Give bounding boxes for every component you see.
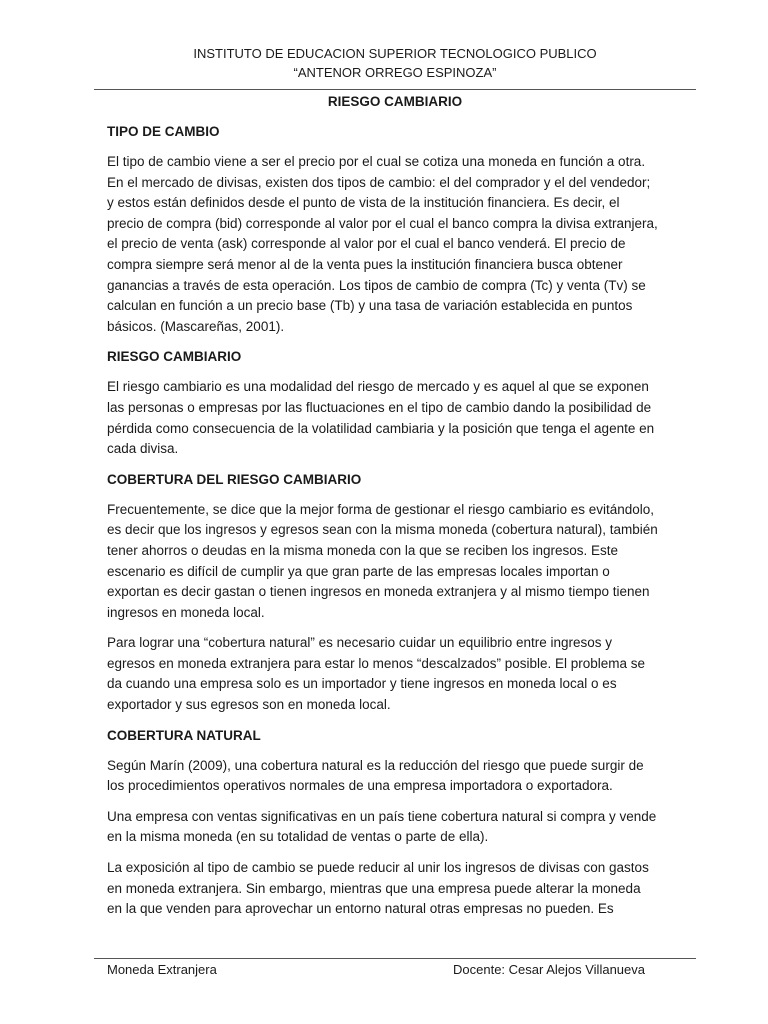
paragraph: La exposición al tipo de cambio se puede reducir al unir los ingresos de divisas con gastos en moneda extranjera. Sin embargo, mientras que una empresa puede alterar la moneda en la que venden para aprovechar un entorno natural otras empresas no pueden. Es	[107, 860, 649, 917]
document-body	[107, 122, 659, 930]
footer-course: Moneda Extranjera	[107, 962, 217, 977]
section-heading-riesgo-cambiario: RIESGO CAMBIARIO	[107, 349, 242, 365]
paragraph: El riesgo cambiario es una modalidad del riesgo de mercado y es aquel al que se exponen las personas o empresas por las fluctuaciones en el tipo de cambio dando la posibilidad de pérdida como consecuencia de la volatilidad cambiaria y la posición que tenga el agente en cada divisa.	[107, 379, 655, 457]
paragraph: El tipo de cambio viene a ser el precio por el cual se cotiza una moneda en función a otra. En el mercado de divisas, existen dos tipos de cambio: el del comprador y el del vendedor; y estos están definidos desde el punto de vista de la institución financiera. Es decir, el precio de compra (bid) corresponde al valor por el cual el banco compra la divisa extranjera, el precio de venta (ask) corresponde al valor por el cual el banco venderá. El precio de compra siempre será menor al de la venta pues la institución financiera busca obtener ganancias a través de esta operación. Los tipos de cambio de compra (Tc) y venta (Tv) se calculan en función a un precio base (Tb) y una tasa de variación establecida en puntos básicos. (Mascareñas, 2001).	[107, 154, 658, 334]
document-title: RIESGO CAMBIARIO	[327, 94, 463, 109]
footer-divider	[94, 958, 696, 959]
institution-name: INSTITUTO DE EDUCACION SUPERIOR TECNOLOGICO PUBLICO	[193, 46, 597, 61]
section-heading-cobertura-natural: COBERTURA NATURAL	[107, 727, 261, 743]
footer-teacher: Docente: Cesar Alejos Villanueva	[453, 962, 645, 977]
institution-subtitle: “ANTENOR ORREGO ESPINOZA”	[293, 65, 497, 80]
section-heading-cobertura-del-riesgo: COBERTURA DEL RIESGO CAMBIARIO	[107, 471, 362, 487]
paragraph: Frecuentemente, se dice que la mejor forma de gestionar el riesgo cambiario es evitándolo, es decir que los ingresos y egresos sean con la misma moneda (cobertura natural), también tener ahorros o deudas en la misma moneda con la que se reciben los ingresos. Este escenario es difícil de cumplir ya que gran parte de las empresas locales importan o exportan es decir gastan o tienen ingresos en moneda extranjera y al mismo tiempo tienen ingresos en moneda local.	[107, 501, 658, 620]
paragraph: Para lograr una “cobertura natural” es necesario cuidar un equilibrio entre ingresos y egresos en moneda extranjera para estar lo menos “descalzados” posible. El problema se da cuando una empresa solo es un importador y tiene ingresos en moneda local o es exportador y sus egresos son en moneda local.	[107, 635, 646, 713]
paragraph: Una empresa con ventas significativas en un país tiene cobertura natural si compra y vende en la misma moneda (en su totalidad de ventas o parte de ella).	[107, 808, 657, 845]
paragraph: Según Marín (2009), una cobertura natural es la reducción del riesgo que puede surgir de los procedimientos operativos normales de una empresa importadora o exportadora.	[107, 757, 644, 794]
section-heading-tipo-de-cambio: TIPO DE CAMBIO	[107, 124, 220, 139]
page-header	[94, 44, 696, 82]
header-divider	[94, 89, 696, 90]
